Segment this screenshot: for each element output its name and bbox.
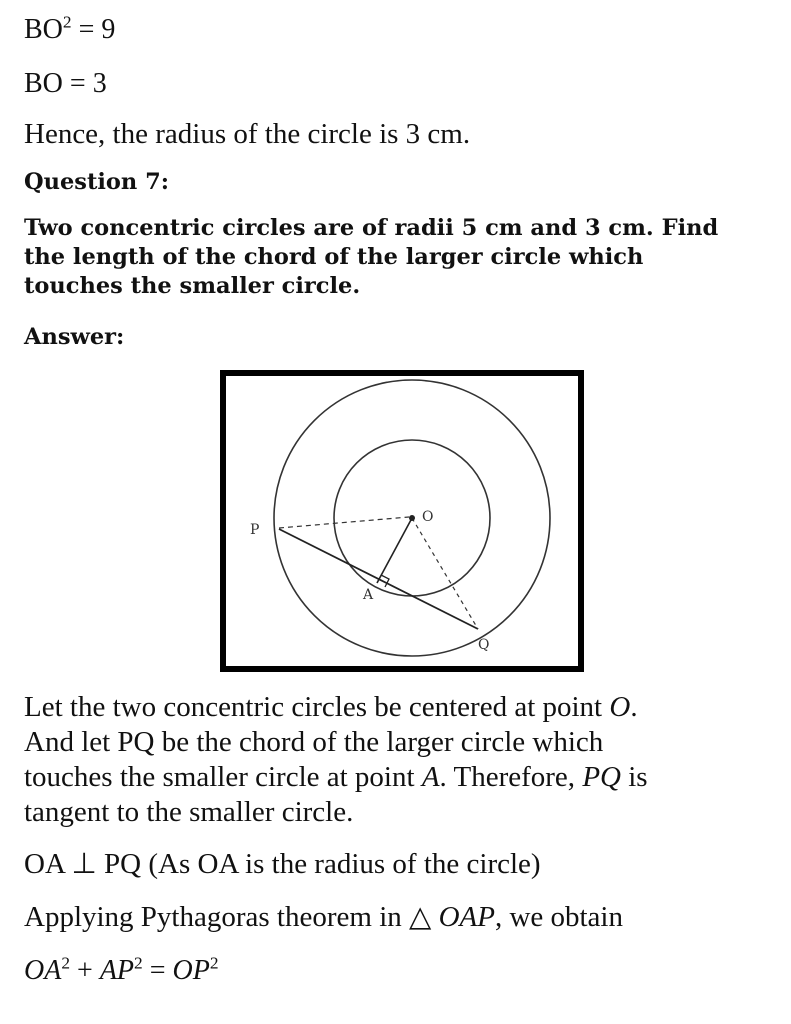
bo-exponent: 2 bbox=[62, 12, 72, 32]
segment-op bbox=[279, 517, 409, 528]
expl-3-end: is bbox=[620, 761, 648, 793]
pythagoras-text: Applying Pythagoras theorem in △ bbox=[24, 901, 439, 933]
center-point bbox=[409, 515, 415, 521]
expl-1-text: Let the two concentric circles be centered at point bbox=[24, 691, 610, 723]
chord-pq-label: PQ bbox=[582, 761, 621, 793]
bo-term: BO bbox=[24, 14, 63, 45]
explanation-line-3 bbox=[24, 760, 648, 795]
pythagoras-end: , we obtain bbox=[494, 901, 623, 933]
label-o: O bbox=[422, 509, 434, 525]
expl-3-text: touches the smaller circle at point bbox=[24, 761, 422, 793]
bo-squared-rhs: = 9 bbox=[71, 14, 116, 45]
equation-bo-squared bbox=[24, 14, 115, 46]
explanation-line-1 bbox=[24, 690, 638, 725]
eq-op-exp: 2 bbox=[209, 953, 219, 973]
explanation-line-4: tangent to the smaller circle. bbox=[24, 796, 354, 828]
radius-conclusion: Hence, the radius of the circle is 3 cm. bbox=[24, 118, 471, 150]
expl-1-end: . bbox=[630, 691, 638, 723]
label-p: P bbox=[250, 522, 260, 538]
label-q: Q bbox=[478, 637, 490, 653]
eq-ap: AP bbox=[99, 955, 135, 986]
expl-3-mid: . Therefore, bbox=[439, 761, 583, 793]
explanation-line-2: And let PQ be the chord of the larger circle which bbox=[24, 726, 604, 758]
point-a: A bbox=[421, 761, 440, 793]
question-text-line-2: the length of the chord of the larger circle which bbox=[24, 244, 644, 270]
figure-svg bbox=[226, 376, 578, 666]
eq-oa-exp: 2 bbox=[61, 953, 71, 973]
eq-equals: = bbox=[142, 955, 173, 986]
radius-oa bbox=[377, 518, 412, 583]
eq-ap-exp: 2 bbox=[134, 953, 143, 973]
pythagoras-equation bbox=[24, 955, 219, 987]
eq-oa: OA bbox=[24, 955, 62, 986]
pythagoras-statement bbox=[24, 900, 623, 935]
point-o: O bbox=[609, 691, 631, 723]
triangle-oap: OAP bbox=[438, 901, 495, 933]
concentric-circles-figure bbox=[220, 370, 584, 672]
question-text-line-1: Two concentric circles are of radii 5 cm and 3 cm. Find bbox=[24, 215, 719, 241]
question-text-line-3: touches the smaller circle. bbox=[24, 273, 361, 299]
equation-bo: BO = 3 bbox=[24, 68, 107, 99]
label-a: A bbox=[363, 587, 374, 603]
perpendicular-statement: OA ⊥ PQ (As OA is the radius of the circle) bbox=[24, 848, 541, 880]
question-heading: Question 7: bbox=[24, 169, 170, 195]
eq-plus: + bbox=[70, 955, 100, 986]
eq-op: OP bbox=[172, 955, 210, 986]
answer-heading: Answer: bbox=[24, 324, 125, 350]
